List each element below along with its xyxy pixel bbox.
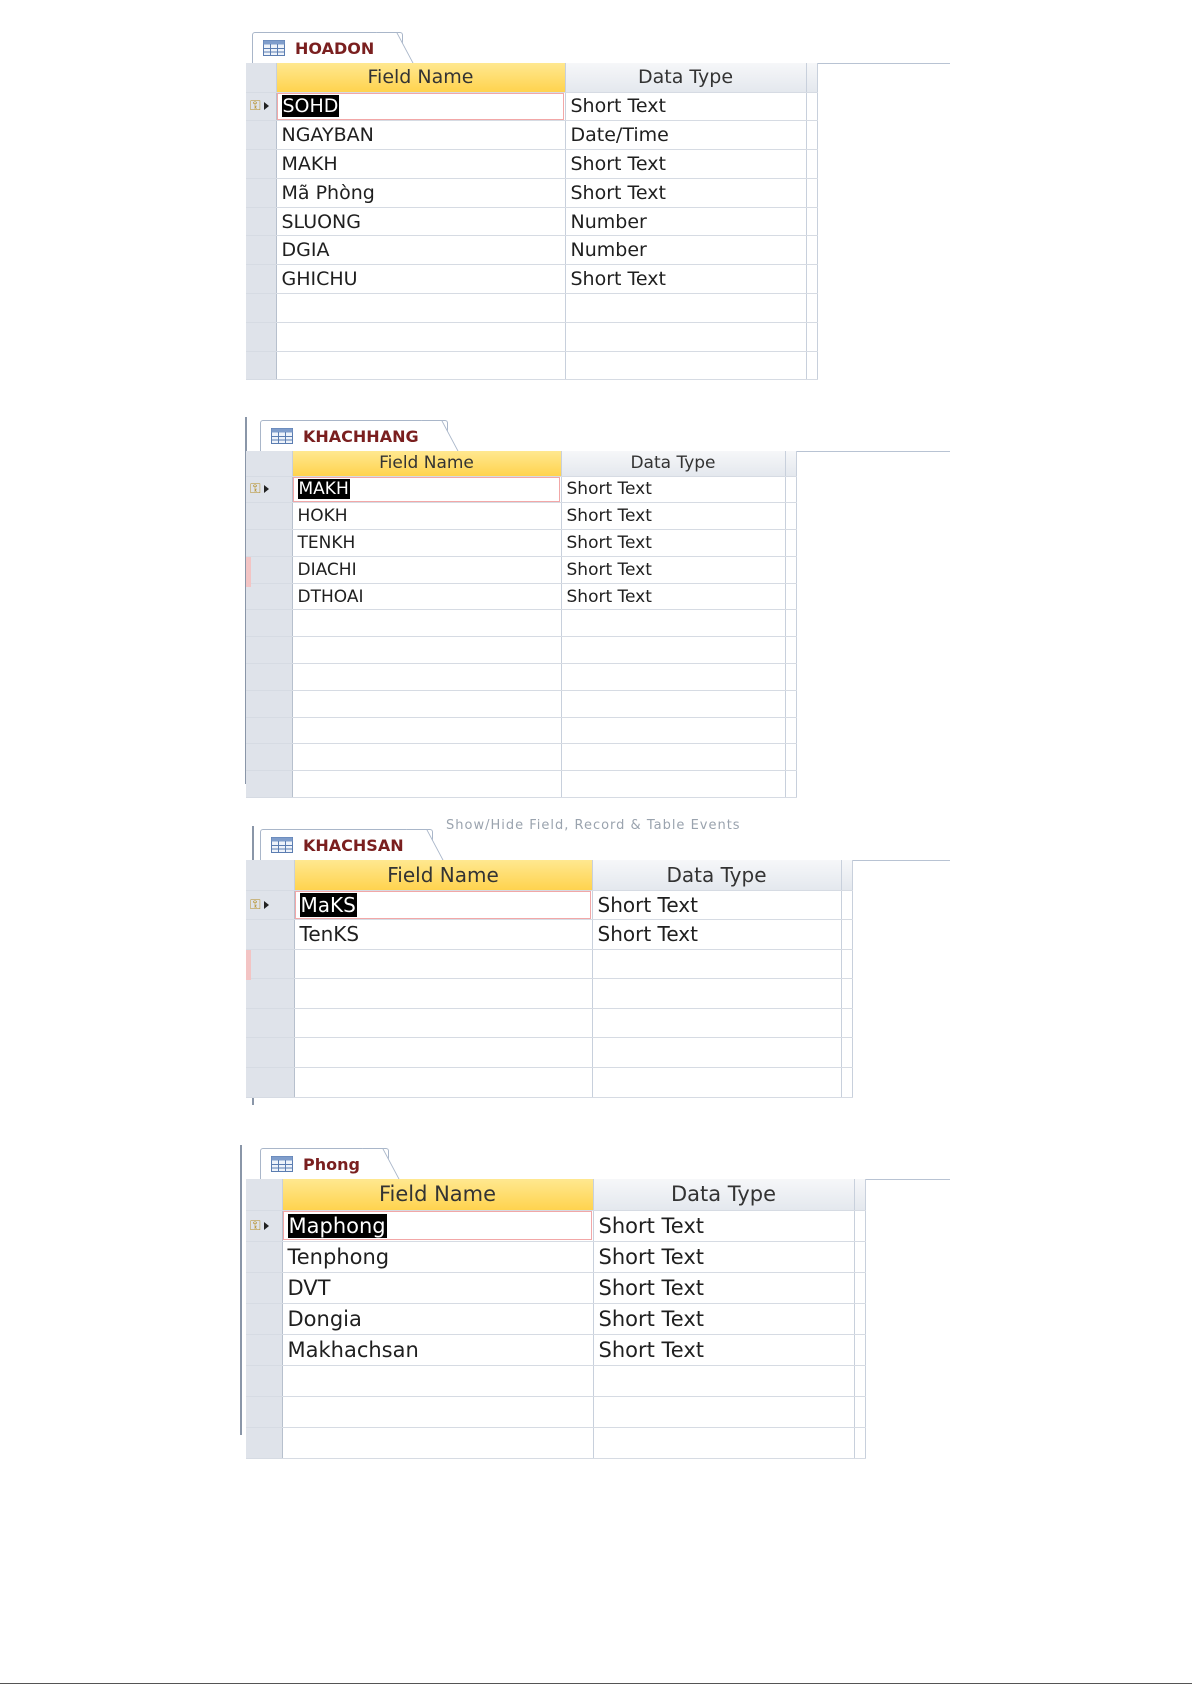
field-name-text: Makhachsan [287, 1337, 419, 1362]
data-type-cell[interactable] [592, 1038, 841, 1068]
field-grid [246, 451, 797, 798]
row-selector[interactable] [246, 503, 292, 530]
data-type-text: Short Text [566, 532, 652, 553]
row-selector[interactable] [246, 1396, 282, 1427]
field-name-cell[interactable] [294, 1068, 592, 1098]
field-name-cell[interactable] [294, 920, 592, 950]
description-cell[interactable] [785, 610, 796, 637]
description-cell[interactable] [806, 121, 817, 150]
tab-title: Phong [303, 1154, 360, 1174]
row-selector[interactable] [246, 92, 276, 121]
column-header-field-name[interactable]: Field Name [276, 63, 565, 92]
field-name-cell[interactable] [276, 322, 565, 351]
field-name-cell[interactable] [282, 1365, 593, 1396]
field-name-cell[interactable] [276, 351, 565, 380]
data-type-cell[interactable] [565, 92, 806, 121]
description-cell[interactable] [785, 637, 796, 664]
data-type-text: Short Text [598, 1244, 705, 1269]
column-header-description[interactable] [854, 1179, 865, 1210]
field-name-cell[interactable] [282, 1210, 593, 1241]
description-cell[interactable] [785, 664, 796, 691]
data-type-cell[interactable] [565, 178, 806, 207]
data-type-text: Date/Time [570, 124, 669, 147]
field-name-cell[interactable] [282, 1241, 593, 1272]
empty-field-row[interactable] [246, 1008, 852, 1038]
data-type-text: Short Text [597, 922, 698, 947]
primary-key-icon: ⚿ [250, 98, 261, 115]
tab-title: KHACHSAN [303, 835, 404, 855]
field-name-text: NGAYBAN [281, 124, 374, 147]
data-type-text: Number [570, 239, 647, 262]
data-type-text: Short Text [566, 586, 652, 607]
data-type-cell[interactable] [593, 1427, 854, 1458]
data-type-cell[interactable] [561, 583, 785, 610]
data-type-text: Number [570, 210, 647, 233]
data-type-text: Short Text [570, 181, 666, 204]
row-selector[interactable] [246, 771, 292, 798]
row-selector[interactable] [246, 664, 292, 691]
field-name-text: Dongia [287, 1306, 362, 1331]
data-type-cell[interactable] [565, 322, 806, 351]
row-selector[interactable] [246, 178, 276, 207]
field-name-cell[interactable] [282, 1334, 593, 1365]
description-cell[interactable] [854, 1241, 865, 1272]
field-name-cell[interactable] [282, 1396, 593, 1427]
field-row[interactable] [246, 1303, 865, 1334]
field-row[interactable] [246, 556, 796, 583]
table-design-view-2 [246, 417, 950, 784]
field-row[interactable] [246, 890, 852, 920]
document-tab-bar [246, 28, 950, 64]
empty-field-row[interactable] [246, 690, 796, 717]
field-row[interactable] [246, 1241, 865, 1272]
field-row[interactable] [246, 583, 796, 610]
field-row[interactable] [246, 121, 817, 150]
field-row[interactable] [246, 1272, 865, 1303]
data-type-cell[interactable] [593, 1272, 854, 1303]
field-name-cell[interactable] [276, 92, 565, 121]
field-name-text: DVT [287, 1275, 331, 1300]
document-tab[interactable] [260, 829, 433, 861]
window-edge-marker [246, 557, 251, 587]
column-header-data-type[interactable]: Data Type [565, 63, 806, 92]
field-row[interactable] [246, 236, 817, 265]
data-type-cell[interactable] [592, 1068, 841, 1098]
description-cell[interactable] [806, 92, 817, 121]
description-cell[interactable] [806, 207, 817, 236]
row-selector[interactable] [246, 949, 294, 979]
document-tab-bar [246, 1145, 950, 1180]
field-name-text: DIACHI [297, 559, 357, 580]
field-name-cell[interactable] [292, 503, 561, 530]
grid-header-row [246, 860, 852, 890]
description-cell[interactable] [806, 150, 817, 179]
row-selector[interactable] [246, 351, 276, 380]
document-tab[interactable] [260, 1148, 389, 1180]
row-selector-arrow-icon [264, 102, 269, 110]
empty-field-row[interactable] [246, 1396, 865, 1427]
field-name-cell[interactable] [292, 690, 561, 717]
field-name-cell[interactable] [276, 265, 565, 294]
data-type-cell[interactable] [592, 920, 841, 950]
description-cell[interactable] [785, 744, 796, 771]
grid-header-row [246, 63, 817, 92]
row-selector[interactable] [246, 1334, 282, 1365]
empty-field-row[interactable] [246, 294, 817, 323]
description-cell[interactable] [785, 690, 796, 717]
data-type-cell[interactable] [561, 637, 785, 664]
select-all-corner[interactable] [246, 451, 292, 476]
field-name-text: TenKS [299, 922, 360, 947]
field-name-cell[interactable] [292, 610, 561, 637]
empty-field-row[interactable] [246, 979, 852, 1009]
empty-field-row[interactable] [246, 322, 817, 351]
data-type-text: Short Text [566, 506, 652, 527]
data-type-cell[interactable] [593, 1241, 854, 1272]
select-all-corner[interactable] [246, 63, 276, 92]
column-header-field-name[interactable]: Field Name [282, 1179, 593, 1210]
data-type-text: Short Text [570, 95, 666, 118]
empty-field-row[interactable] [246, 610, 796, 637]
data-type-text: Short Text [570, 268, 666, 291]
empty-field-row[interactable] [246, 1427, 865, 1458]
field-name-cell[interactable] [282, 1303, 593, 1334]
data-type-text: Short Text [566, 559, 652, 580]
field-name-text: SLUONG [281, 210, 361, 233]
field-row[interactable] [246, 530, 796, 557]
field-name-cell[interactable] [276, 121, 565, 150]
description-cell[interactable] [854, 1334, 865, 1365]
data-type-cell[interactable] [592, 949, 841, 979]
field-name-text: MaKS [300, 892, 356, 917]
data-type-text: Short Text [598, 1337, 705, 1362]
description-cell[interactable] [841, 1068, 852, 1098]
field-name-cell[interactable] [292, 556, 561, 583]
row-selector[interactable] [246, 1303, 282, 1334]
field-name-cell[interactable] [294, 1038, 592, 1068]
field-name-cell[interactable] [276, 207, 565, 236]
field-name-cell[interactable] [282, 1427, 593, 1458]
field-name-cell[interactable] [292, 664, 561, 691]
field-name-cell[interactable] [294, 1008, 592, 1038]
data-type-cell[interactable] [565, 294, 806, 323]
data-type-cell[interactable] [565, 351, 806, 380]
column-header-description[interactable] [841, 860, 852, 890]
row-selector[interactable] [246, 1427, 282, 1458]
empty-field-row[interactable] [246, 351, 817, 380]
ribbon-group-labels: Show/Hide Field, Record & Table Events [446, 818, 741, 833]
data-type-cell[interactable] [565, 207, 806, 236]
description-cell[interactable] [785, 503, 796, 530]
data-type-text: Short Text [570, 152, 666, 175]
document-tab-bar [246, 826, 950, 861]
description-cell[interactable] [854, 1396, 865, 1427]
column-header-description[interactable] [806, 63, 817, 92]
empty-field-row[interactable] [246, 771, 796, 798]
row-selector[interactable] [246, 207, 276, 236]
field-name-cell[interactable] [292, 744, 561, 771]
data-type-cell[interactable] [592, 1008, 841, 1038]
description-cell[interactable] [841, 920, 852, 950]
field-grid [246, 63, 818, 380]
description-cell[interactable] [854, 1272, 865, 1303]
field-name-text: GHICHU [281, 268, 358, 291]
data-type-cell[interactable] [561, 610, 785, 637]
field-name-cell[interactable] [276, 178, 565, 207]
row-selector[interactable] [246, 637, 292, 664]
data-type-cell[interactable] [592, 890, 841, 920]
empty-field-row[interactable] [246, 1068, 852, 1098]
row-selector[interactable] [246, 121, 276, 150]
column-header-data-type[interactable]: Data Type [592, 860, 841, 890]
document-tab[interactable] [252, 32, 403, 64]
row-selector[interactable] [246, 1241, 282, 1272]
field-name-cell[interactable] [292, 530, 561, 557]
description-cell[interactable] [785, 717, 796, 744]
row-selector[interactable] [246, 1272, 282, 1303]
description-cell[interactable] [854, 1303, 865, 1334]
row-selector[interactable] [246, 744, 292, 771]
empty-field-row[interactable] [246, 664, 796, 691]
description-cell[interactable] [806, 351, 817, 380]
row-selector[interactable] [246, 236, 276, 265]
table-design-view-1 [246, 28, 950, 374]
grid-header-row [246, 1179, 865, 1210]
row-selector[interactable] [246, 150, 276, 179]
row-selector[interactable] [246, 1068, 294, 1098]
description-cell[interactable] [841, 890, 852, 920]
description-cell[interactable] [806, 236, 817, 265]
row-selector[interactable] [246, 979, 294, 1009]
description-cell[interactable] [841, 949, 852, 979]
document-tab-bar [246, 417, 950, 452]
description-cell[interactable] [785, 583, 796, 610]
field-row[interactable] [246, 503, 796, 530]
primary-key-icon: ⚿ [250, 481, 261, 498]
description-cell[interactable] [854, 1210, 865, 1241]
empty-field-row[interactable] [246, 1038, 852, 1068]
data-type-cell[interactable] [593, 1210, 854, 1241]
data-type-text: Short Text [598, 1213, 705, 1238]
description-cell[interactable] [841, 1008, 852, 1038]
field-name-text: Maphong [288, 1213, 386, 1238]
description-cell[interactable] [806, 322, 817, 351]
empty-field-row[interactable] [246, 744, 796, 771]
column-header-description[interactable] [785, 451, 796, 476]
field-row[interactable] [246, 92, 817, 121]
row-selector-arrow-icon [264, 1222, 269, 1230]
field-name-cell[interactable] [292, 717, 561, 744]
field-name-cell[interactable] [294, 979, 592, 1009]
data-type-text: Short Text [566, 479, 652, 500]
data-type-cell[interactable] [561, 744, 785, 771]
field-name-text: Mã Phòng [281, 181, 375, 204]
field-name-text: Tenphong [287, 1244, 390, 1269]
primary-key-icon: ⚿ [250, 896, 261, 913]
primary-key-icon: ⚿ [250, 1217, 261, 1234]
field-name-cell[interactable] [292, 583, 561, 610]
field-name-text: SOHD [282, 95, 339, 118]
row-selector[interactable] [246, 530, 292, 557]
field-row[interactable] [246, 150, 817, 179]
row-selector[interactable] [246, 690, 292, 717]
data-type-text: Short Text [598, 1275, 705, 1300]
field-name-cell[interactable] [276, 236, 565, 265]
data-type-cell[interactable] [561, 476, 785, 503]
description-cell[interactable] [841, 979, 852, 1009]
data-type-cell[interactable] [565, 265, 806, 294]
row-selector[interactable] [246, 556, 292, 583]
empty-field-row[interactable] [246, 637, 796, 664]
field-row[interactable] [246, 207, 817, 236]
data-type-cell[interactable] [565, 236, 806, 265]
row-selector[interactable] [246, 583, 292, 610]
table-icon [271, 1156, 293, 1172]
description-cell[interactable] [854, 1427, 865, 1458]
field-name-text: MAKH [298, 479, 349, 500]
field-name-cell[interactable] [294, 949, 592, 979]
column-header-field-name[interactable]: Field Name [292, 451, 561, 476]
empty-field-row[interactable] [246, 949, 852, 979]
data-type-cell[interactable] [565, 121, 806, 150]
row-selector-arrow-icon [264, 901, 269, 909]
description-cell[interactable] [785, 476, 796, 503]
field-name-text: MAKH [281, 152, 338, 175]
field-row[interactable] [246, 920, 852, 950]
description-cell[interactable] [841, 1038, 852, 1068]
data-type-cell[interactable] [593, 1365, 854, 1396]
row-selector[interactable] [246, 1365, 282, 1396]
description-cell[interactable] [785, 530, 796, 557]
row-selector[interactable] [246, 920, 294, 950]
description-cell[interactable] [785, 771, 796, 798]
data-type-cell[interactable] [593, 1303, 854, 1334]
column-header-data-type[interactable]: Data Type [561, 451, 785, 476]
window-left-border [240, 1145, 242, 1435]
row-selector[interactable] [246, 890, 294, 920]
table-design-view-4 [246, 1145, 950, 1435]
row-selector[interactable] [246, 294, 276, 323]
field-name-cell[interactable] [292, 637, 561, 664]
data-type-cell[interactable] [592, 979, 841, 1009]
empty-field-row[interactable] [246, 717, 796, 744]
data-type-cell[interactable] [561, 503, 785, 530]
field-name-cell[interactable] [276, 294, 565, 323]
field-name-text: DGIA [281, 239, 330, 262]
field-row[interactable] [246, 1334, 865, 1365]
row-selector[interactable] [246, 610, 292, 637]
data-type-cell[interactable] [593, 1334, 854, 1365]
document-tab[interactable] [260, 420, 448, 452]
description-cell[interactable] [806, 294, 817, 323]
data-type-cell[interactable] [565, 150, 806, 179]
row-selector[interactable] [246, 717, 292, 744]
field-row[interactable] [246, 1210, 865, 1241]
data-type-cell[interactable] [561, 771, 785, 798]
field-name-cell[interactable] [294, 890, 592, 920]
tab-title: KHACHHANG [303, 426, 419, 446]
select-all-corner[interactable] [246, 860, 294, 890]
field-grid [246, 860, 853, 1098]
field-name-cell[interactable] [276, 150, 565, 179]
data-type-cell[interactable] [561, 530, 785, 557]
table-icon [271, 428, 293, 444]
description-cell[interactable] [806, 265, 817, 294]
row-selector[interactable] [246, 1008, 294, 1038]
field-row[interactable] [246, 178, 817, 207]
field-row[interactable] [246, 476, 796, 503]
field-name-text: HOKH [297, 506, 348, 527]
row-selector[interactable] [246, 1210, 282, 1241]
field-name-cell[interactable] [292, 771, 561, 798]
field-row[interactable] [246, 265, 817, 294]
data-type-cell[interactable] [561, 690, 785, 717]
row-selector-arrow-icon [264, 485, 269, 493]
description-cell[interactable] [854, 1365, 865, 1396]
field-name-cell[interactable] [292, 476, 561, 503]
field-name-cell[interactable] [282, 1272, 593, 1303]
page-footer-rule [0, 1683, 1192, 1684]
column-header-field-name[interactable]: Field Name [294, 860, 592, 890]
table-icon [271, 837, 293, 853]
data-type-text: Short Text [597, 892, 698, 917]
column-header-data-type[interactable]: Data Type [593, 1179, 854, 1210]
row-selector[interactable] [246, 1038, 294, 1068]
data-type-cell[interactable] [561, 664, 785, 691]
row-selector[interactable] [246, 476, 292, 503]
data-type-cell[interactable] [561, 717, 785, 744]
data-type-cell[interactable] [561, 556, 785, 583]
row-selector[interactable] [246, 322, 276, 351]
select-all-corner[interactable] [246, 1179, 282, 1210]
field-name-text: DTHOAI [297, 586, 364, 607]
description-cell[interactable] [806, 178, 817, 207]
grid-header-row [246, 451, 796, 476]
table-icon [263, 40, 285, 56]
tab-title: HOADON [295, 38, 375, 58]
field-grid [246, 1179, 866, 1459]
field-name-text: TENKH [297, 532, 356, 553]
data-type-cell[interactable] [593, 1396, 854, 1427]
data-type-text: Short Text [598, 1306, 705, 1331]
description-cell[interactable] [785, 556, 796, 583]
empty-field-row[interactable] [246, 1365, 865, 1396]
window-edge-marker [246, 950, 251, 980]
table-design-view-3 [246, 818, 950, 1105]
row-selector[interactable] [246, 265, 276, 294]
